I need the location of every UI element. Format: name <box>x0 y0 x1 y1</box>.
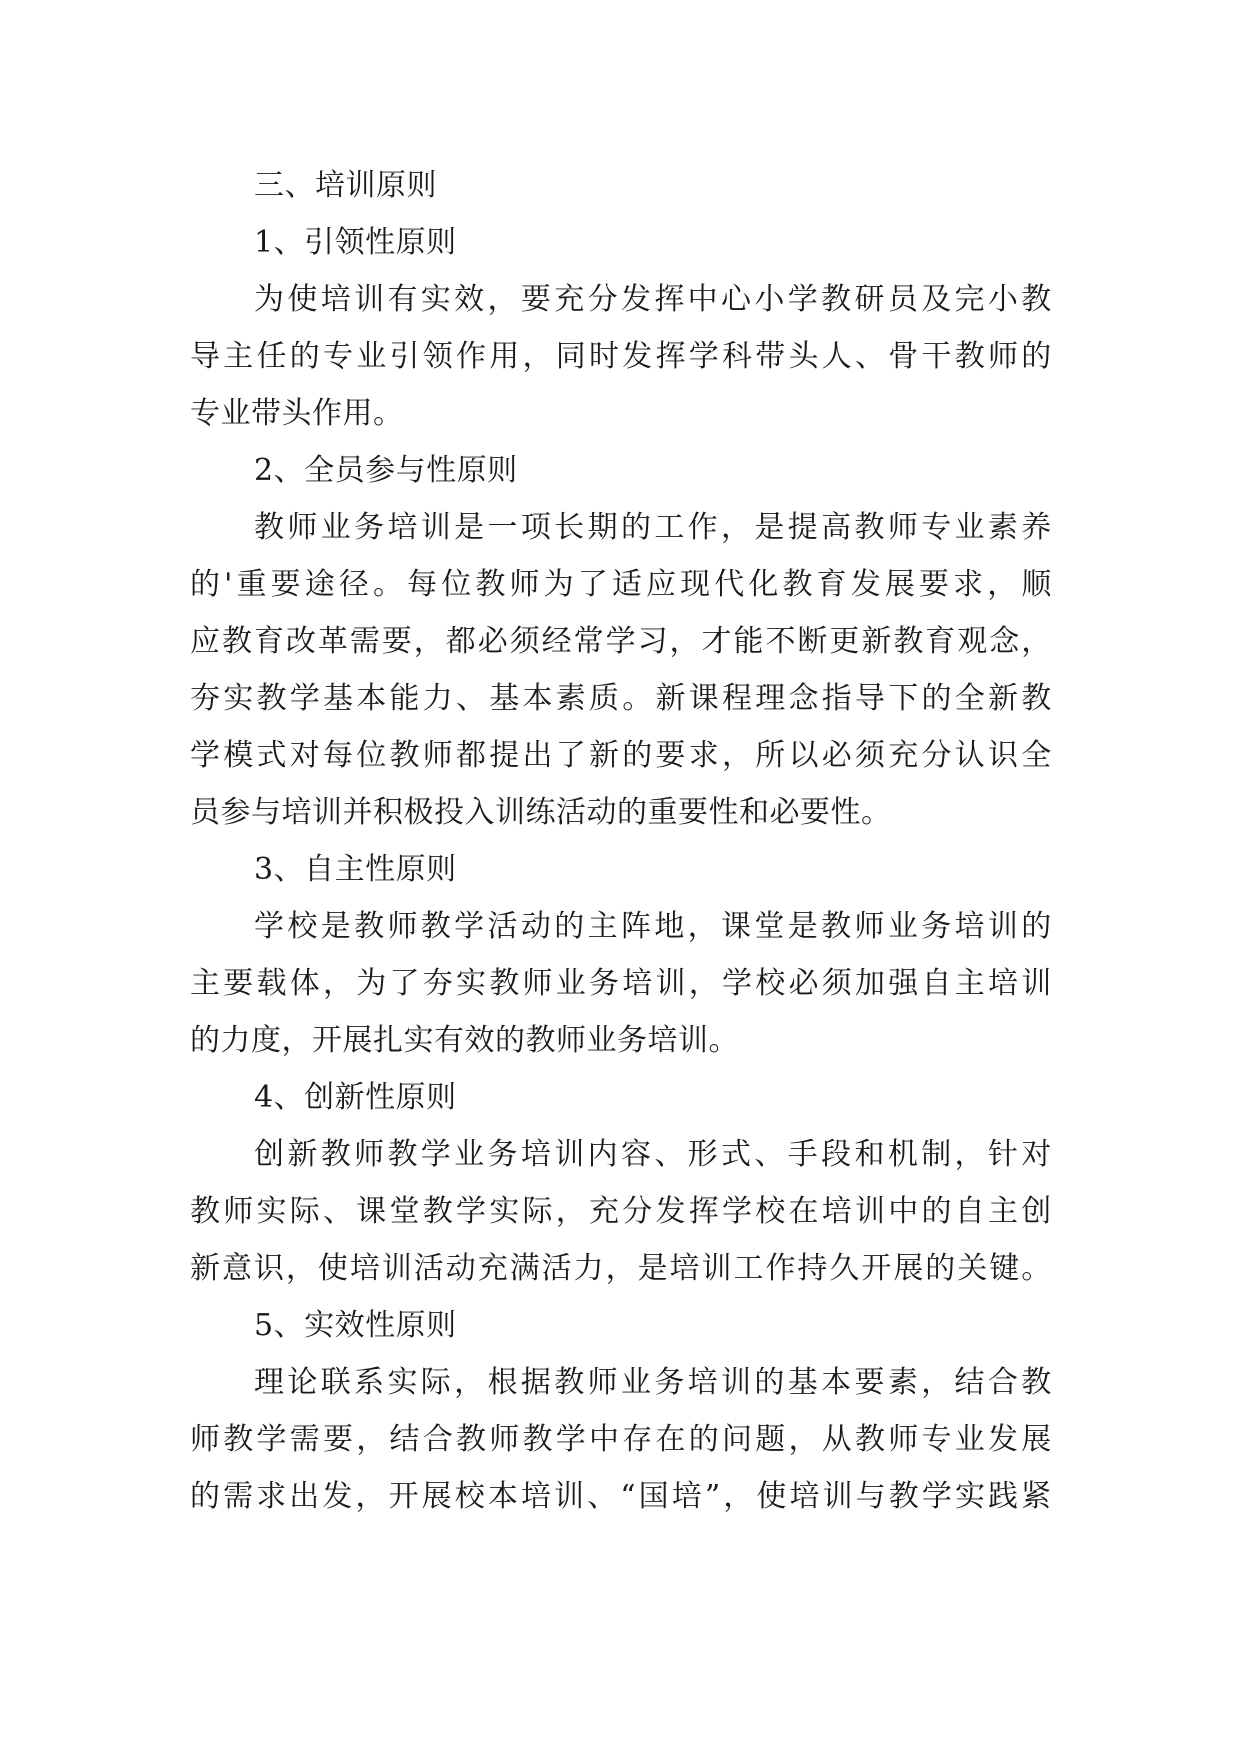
text-line: 的 需 求 出 发 ， 开 展 校 本 培 训 、 “ 国 培 ” ， 使 培 训 与 教 学 实 践 紧 <box>190 1479 1052 1514</box>
text-line: 师 教 学 需 要 ， 结 合 教 师 教 学 中 存 在 的 问 题 ， 从 教 师 专 业 发 展 <box>190 1422 1052 1457</box>
text-line: 教 师 实 际 、 课 堂 教 学 实 际 ， 充 分 发 挥 学 校 在 培 训 中 的 自 主 创 <box>190 1194 1052 1229</box>
text-line: 的 ' 重 要 途 径 。 每 位 教 师 为 了 适 应 现 代 化 教 育 发 展 要 求 ， 顺 <box>190 567 1052 602</box>
text-line: 导 主 任 的 专 业 引 领 作 用 ， 同 时 发 挥 学 科 带 头 人 、 骨 干 教 师 的 <box>190 339 1052 374</box>
text-line: 员参与培训并积极投入训练活动的重要性和必要性。 <box>190 795 892 830</box>
text-line: 学 模 式 对 每 位 教 师 都 提 出 了 新 的 要 求 ， 所 以 必 须 充 分 认 识 全 <box>190 738 1052 773</box>
text-line: 三、培训原则 <box>254 168 437 203</box>
text-line: 夯 实 教 学 基 本 能 力 、 基 本 素 质 。 新 课 程 理 念 指 导 下 的 全 新 教 <box>190 681 1052 716</box>
text-line: 5、实效性原则 <box>254 1308 457 1343</box>
text-line: 为 使 培 训 有 实 效 ， 要 充 分 发 挥 中 心 小 学 教 研 员 及 完 小 教 <box>254 282 1052 317</box>
text-line: 3、自主性原则 <box>254 852 457 887</box>
text-line: 主 要 载 体 ， 为 了 夯 实 教 师 业 务 培 训 ， 学 校 必 须 加 强 自 主 培 训 <box>190 966 1052 1001</box>
text-line: 应 教 育 改 革 需 要 ， 都 必 须 经 常 学 习 ， 才 能 不 断 更 新 教 育 观 念 ， <box>190 624 1052 659</box>
document-body <box>190 157 1052 1525</box>
text-line: 1、引领性原则 <box>254 225 457 260</box>
text-line: 理 论 联 系 实 际 ， 根 据 教 师 业 务 培 训 的 基 本 要 素 ， 结 合 教 <box>254 1365 1052 1400</box>
text-line: 4、创新性原则 <box>254 1080 457 1115</box>
text-line: 新 意 识 ， 使 培 训 活 动 充 满 活 力 ， 是 培 训 工 作 持 久 开 展 的 关 键 。 <box>190 1251 1052 1286</box>
text-line: 教 师 业 务 培 训 是 一 项 长 期 的 工 作 ， 是 提 高 教 师 专 业 素 养 <box>254 510 1052 545</box>
text-line: 的力度，开展扎实有效的教师业务培训。 <box>190 1023 739 1058</box>
text-line: 创 新 教 师 教 学 业 务 培 训 内 容 、 形 式 、 手 段 和 机 制 ， 针 对 <box>254 1137 1052 1172</box>
text-line: 学 校 是 教 师 教 学 活 动 的 主 阵 地 ， 课 堂 是 教 师 业 务 培 训 的 <box>254 909 1052 944</box>
text-line: 专业带头作用。 <box>190 396 404 431</box>
text-line: 2、全员参与性原则 <box>254 453 518 488</box>
